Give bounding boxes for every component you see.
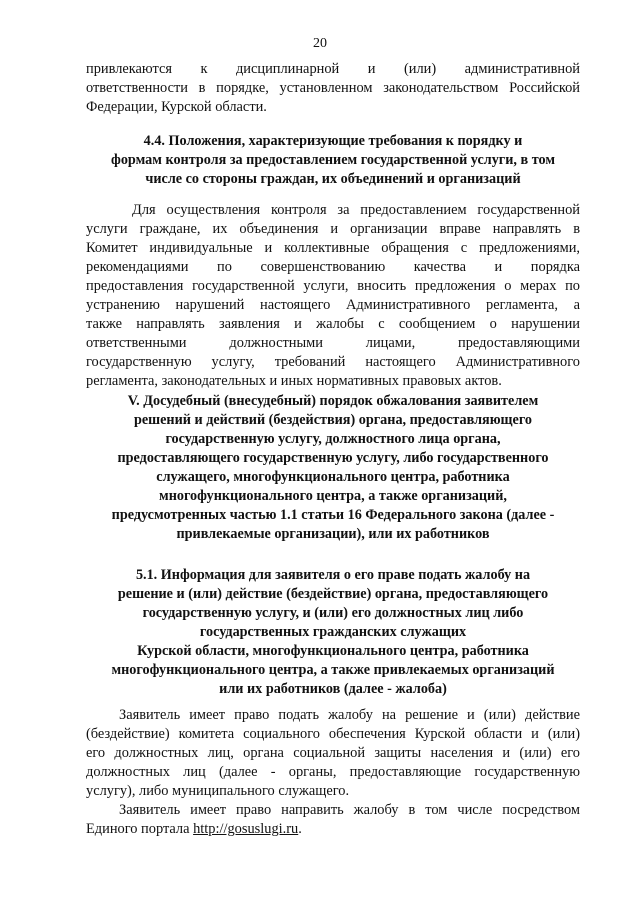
text-line: (бездействие) комитета социального обеспечения Курской области и (или) [86, 726, 580, 742]
section-5-1-paragraph-2 [86, 801, 580, 839]
heading-line: предоставляющего государственную услугу, либо государственного [117, 450, 549, 466]
text-line [86, 820, 580, 839]
text-line: Федерации, Курской области. [86, 99, 267, 115]
text-line: Комитет индивидуальные и коллективные обращения с предложениями, [86, 240, 580, 256]
page-number: 20 [313, 36, 327, 51]
section-5-1-heading [86, 566, 580, 699]
text-fragment: Единого портала [86, 821, 194, 837]
section-4-4-body [86, 201, 580, 391]
heading-line: предусмотренных частью 1.1 статьи 16 Федерального закона (далее - [111, 507, 555, 523]
heading-line: числе со стороны граждан, их объединений и организаций [145, 171, 521, 187]
text-line: предоставления государственной услуги, вносить предложения о мерах по [86, 278, 580, 294]
heading-line: привлекаемые организации), или их работников [176, 526, 490, 542]
text-line: услуги граждане, их объединения и организации вправе направлять в [86, 221, 580, 237]
text-line: также направлять заявления и жалобы с сообщением о нарушении [86, 316, 580, 332]
heading-line: V. Досудебный (внесудебный) порядок обжалования заявителем [127, 393, 539, 409]
text-line: регламента, законодательных и иных нормативных правовых актов. [86, 373, 502, 389]
heading-line: государственных гражданских служащих [199, 624, 467, 640]
text-line: ответственности в порядке, установленном законодательством Российской [86, 80, 580, 96]
text-line: Заявитель имеет право направить жалобу в том числе посредством [119, 802, 580, 818]
heading-line: многофункционального центра, а также организаций, [159, 488, 507, 504]
heading-line: 4.4. Положения, характеризующие требования к порядку и [143, 133, 523, 149]
text-line: рекомендациями по совершенствованию качества и порядка [86, 259, 580, 275]
heading-line: или их работников (далее - жалоба) [219, 681, 447, 697]
text-line: государственную услугу, требований настоящего Административного [86, 354, 580, 370]
section-5-1-paragraph-1 [86, 706, 580, 801]
heading-line: многофункционального центра, а также привлекаемых организаций [111, 662, 555, 678]
heading-line: государственную услугу, и (или) его должностных лиц либо [142, 605, 524, 621]
gosuslugi-link[interactable]: http://gosuslugi.ru [193, 821, 299, 837]
intro-paragraph [86, 60, 580, 117]
heading-line: служащего, многофункционального центра, работника [156, 469, 510, 485]
text-line: должностных лиц (далее - органы, предоставляющие государственную [86, 764, 580, 780]
heading-line: решение и (или) действие (бездействие) органа, предоставляющего [117, 586, 549, 602]
section-5-heading [86, 392, 580, 544]
text-line: услугу), либо муниципального служащего. [86, 783, 350, 799]
heading-line: формам контроля за предоставлением государственной услуги, в том [111, 152, 555, 168]
text-line: привлекаются к дисциплинарной и (или) административной [86, 61, 580, 77]
heading-line: 5.1. Информация для заявителя о его праве подать жалобу на [135, 567, 531, 583]
heading-line: решений и действий (бездействия) органа, предоставляющего [133, 412, 533, 428]
heading-line: государственную услугу, должностного лица органа, [165, 431, 501, 447]
text-line: ответственными должностными лицами, предоставляющими [86, 335, 580, 351]
text-fragment: . [298, 821, 302, 837]
text-line: его должностных лиц, органа социальной защиты населения и (или) его [86, 745, 580, 761]
text-line: Заявитель имеет право подать жалобу на решение и (или) действие [119, 707, 580, 723]
text-line: Для осуществления контроля за предоставлением государственной [132, 202, 580, 218]
heading-line: Курской области, многофункционального центра, работника [137, 643, 529, 659]
section-4-4-heading [86, 132, 580, 189]
text-line: устранению нарушений настоящего Административного регламента, а [86, 297, 580, 313]
